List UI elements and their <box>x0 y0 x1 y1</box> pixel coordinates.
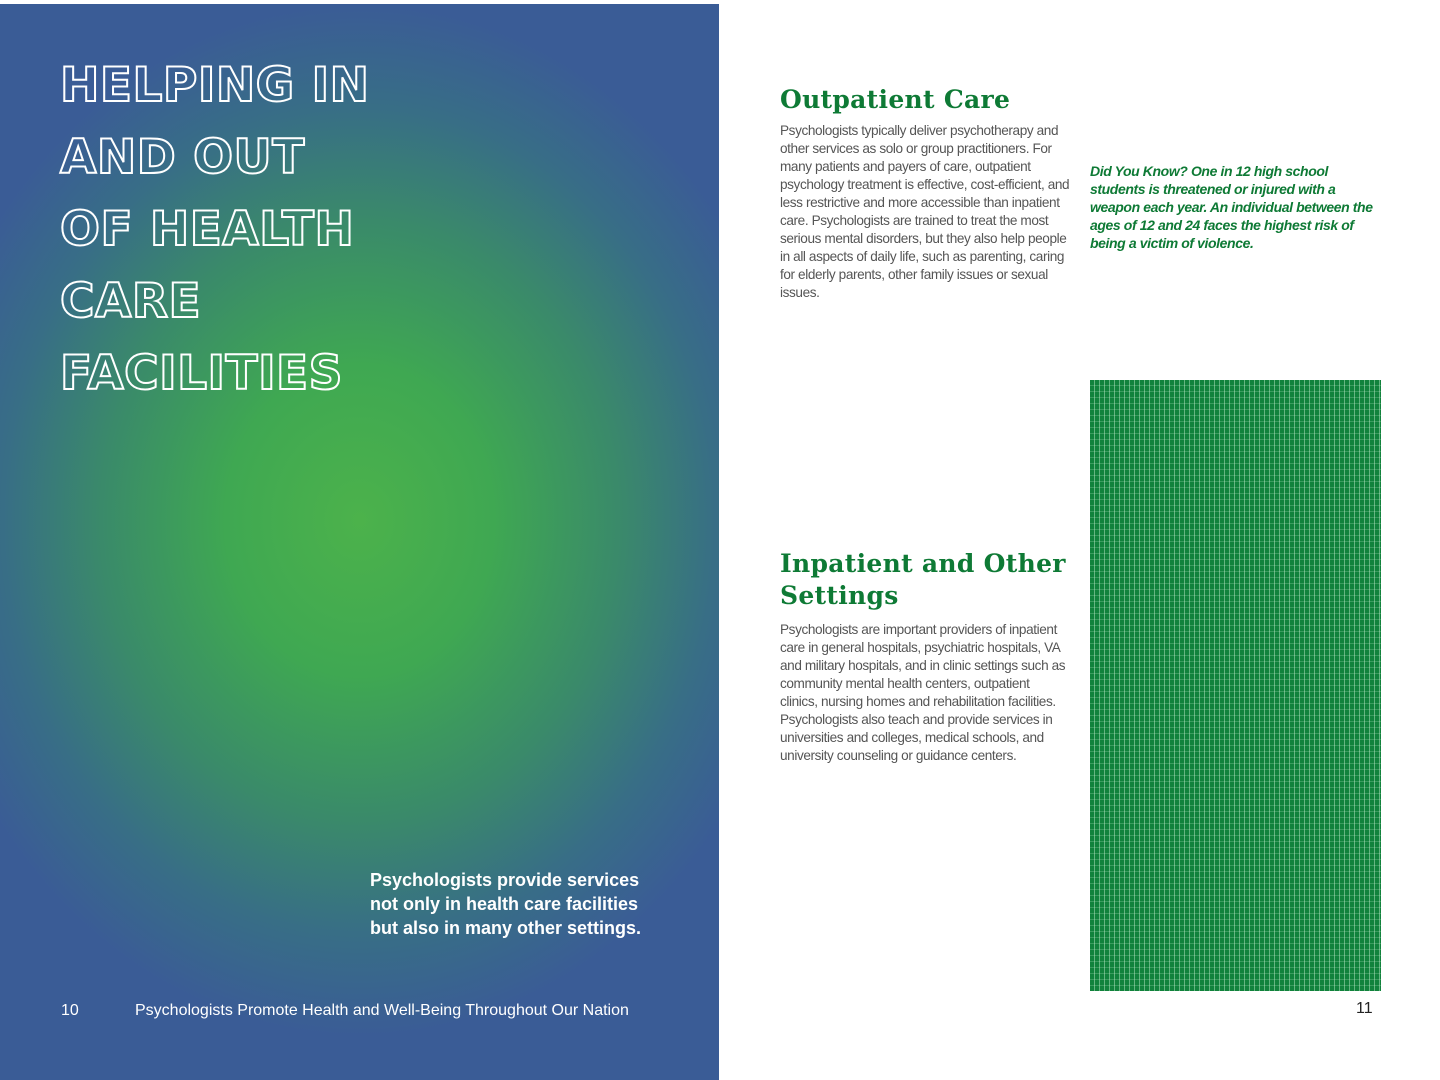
title-line-1: HELPING IN <box>60 58 370 113</box>
title-line-3: OF HEALTH <box>60 202 355 257</box>
outpatient-body: Psychologists typically deliver psychotherapy and other services as solo or group practitioners. For many patients and payers of care, outpatient psychology treatment is effective, cost-efficient, and less restrictive and more accessible than inpatient care. Psychologists are trained to treat the most serious mental disorders, but they also help people in all aspects of daily life, such as parenting, caring for elderly parents, other family issues or sexual issues. <box>780 123 1070 300</box>
left-page <box>0 4 719 1080</box>
page-title <box>60 50 369 410</box>
title-line-4: CARE <box>60 274 202 329</box>
green-photo-block <box>1090 380 1381 991</box>
outpatient-heading: Outpatient Care <box>780 85 1011 114</box>
title-line-2: AND OUT <box>60 130 305 185</box>
page-number-left: 10 <box>61 1002 79 1019</box>
running-footer: Psychologists Promote Health and Well-Being Throughout Our Nation <box>135 1002 629 1019</box>
did-you-know-callout: Did You Know? One in 12 high school students is threatened or injured with a weapon each year. An individual between the ages of 12 and 24 faces the highest risk of being a victim of violence. <box>1090 163 1373 251</box>
inpatient-heading: Inpatient and Other Settings <box>780 549 1066 610</box>
page-number-right: 11 <box>1356 1000 1373 1017</box>
inpatient-body: Psychologists are important providers of inpatient care in general hospitals, psychiatric hospitals, VA and military hospitals, and in clinic settings such as community mental health centers, outpatient clinics, nursing homes and rehabilitation facilities. Psychologists also teach and provide services in universities and colleges, medical schools, and university counseling or guidance centers. <box>780 622 1066 763</box>
pull-quote: Psychologists provide services not only in health care facilities but also in many other settings. <box>370 870 642 938</box>
title-line-5: FACILITIES <box>60 346 344 401</box>
